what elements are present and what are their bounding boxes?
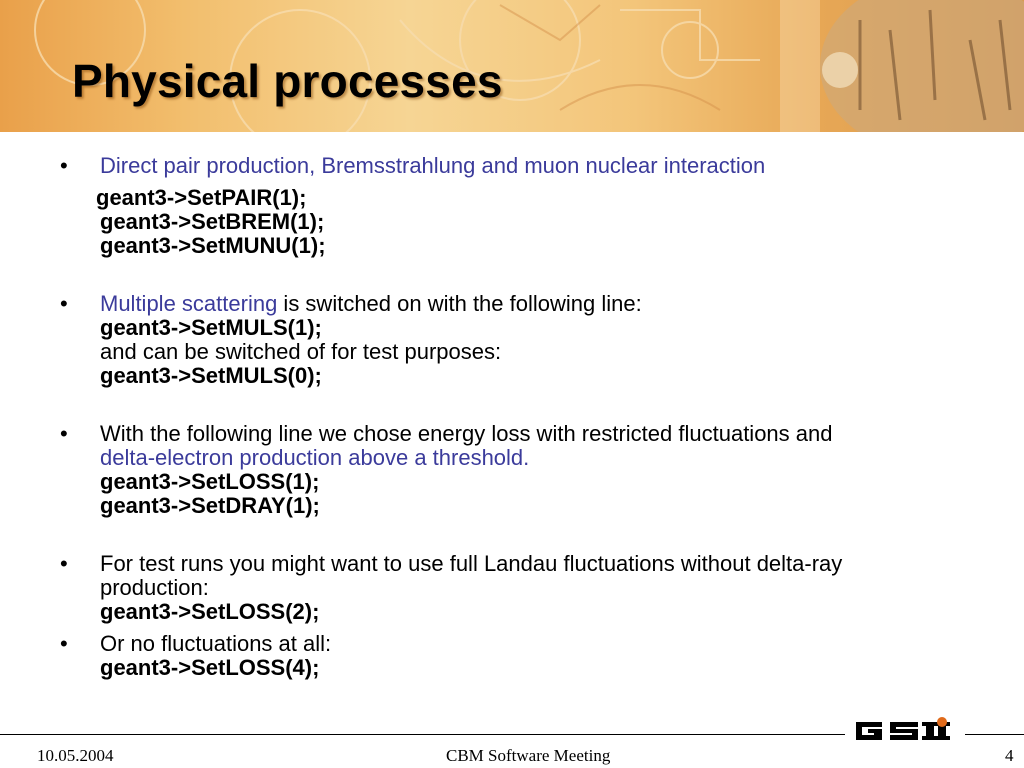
bullet-5-text: Or no fluctuations at all: — [100, 631, 332, 656]
bullet-4-text: For test runs you might want to use full Landau fluctuations without delta-ray production: — [100, 551, 843, 600]
footer-title: CBM Software Meeting — [446, 746, 611, 765]
code-line: geant3->SetMULS(0); — [100, 363, 322, 388]
bullet-marker: • — [60, 551, 68, 576]
bullet-3-highlight: delta-electron production above a threshold. — [100, 445, 530, 470]
bullet-2-text-2: and can be switched of for test purposes: — [100, 339, 502, 364]
code-line: geant3->SetMULS(1); — [100, 315, 322, 340]
code-line: geant3->SetMUNU(1); — [100, 233, 326, 258]
code-line: geant3->SetLOSS(1); — [100, 469, 320, 494]
gsi-logo-icon — [852, 716, 964, 746]
slide-content — [60, 154, 960, 680]
footer-divider — [0, 734, 845, 735]
code-line: geant3->SetBREM(1); — [100, 209, 325, 234]
bullet-marker: • — [60, 291, 68, 316]
bullet-4 — [60, 552, 930, 624]
bullet-marker: • — [60, 153, 68, 178]
bullet-5 — [60, 632, 960, 680]
bullet-2 — [60, 292, 960, 388]
header-banner — [0, 0, 1024, 132]
footer-date: 10.05.2004 — [37, 746, 114, 765]
bullet-marker: • — [60, 421, 68, 446]
bullet-3 — [60, 422, 960, 518]
page-number: 4 — [1005, 746, 1014, 765]
code-line: geant3->SetLOSS(4); — [100, 655, 320, 680]
code-line: geant3->SetDRAY(1); — [100, 493, 320, 518]
bullet-2-highlight: Multiple scattering — [100, 291, 278, 316]
bullet-1 — [60, 154, 960, 258]
code-line: geant3->SetLOSS(2); — [100, 599, 320, 624]
bullet-1-text: Direct pair production, Bremsstrahlung and muon nuclear interaction — [100, 153, 766, 178]
code-line: geant3->SetPAIR(1); — [96, 185, 307, 210]
slide-title: Physical processes — [72, 55, 503, 107]
bullet-3-text: With the following line we chose energy loss with restricted fluctuations and — [100, 421, 833, 446]
bullet-marker: • — [60, 631, 68, 656]
bullet-2-text: is switched on with the following line: — [277, 291, 642, 316]
footer-divider-right — [965, 734, 1024, 735]
